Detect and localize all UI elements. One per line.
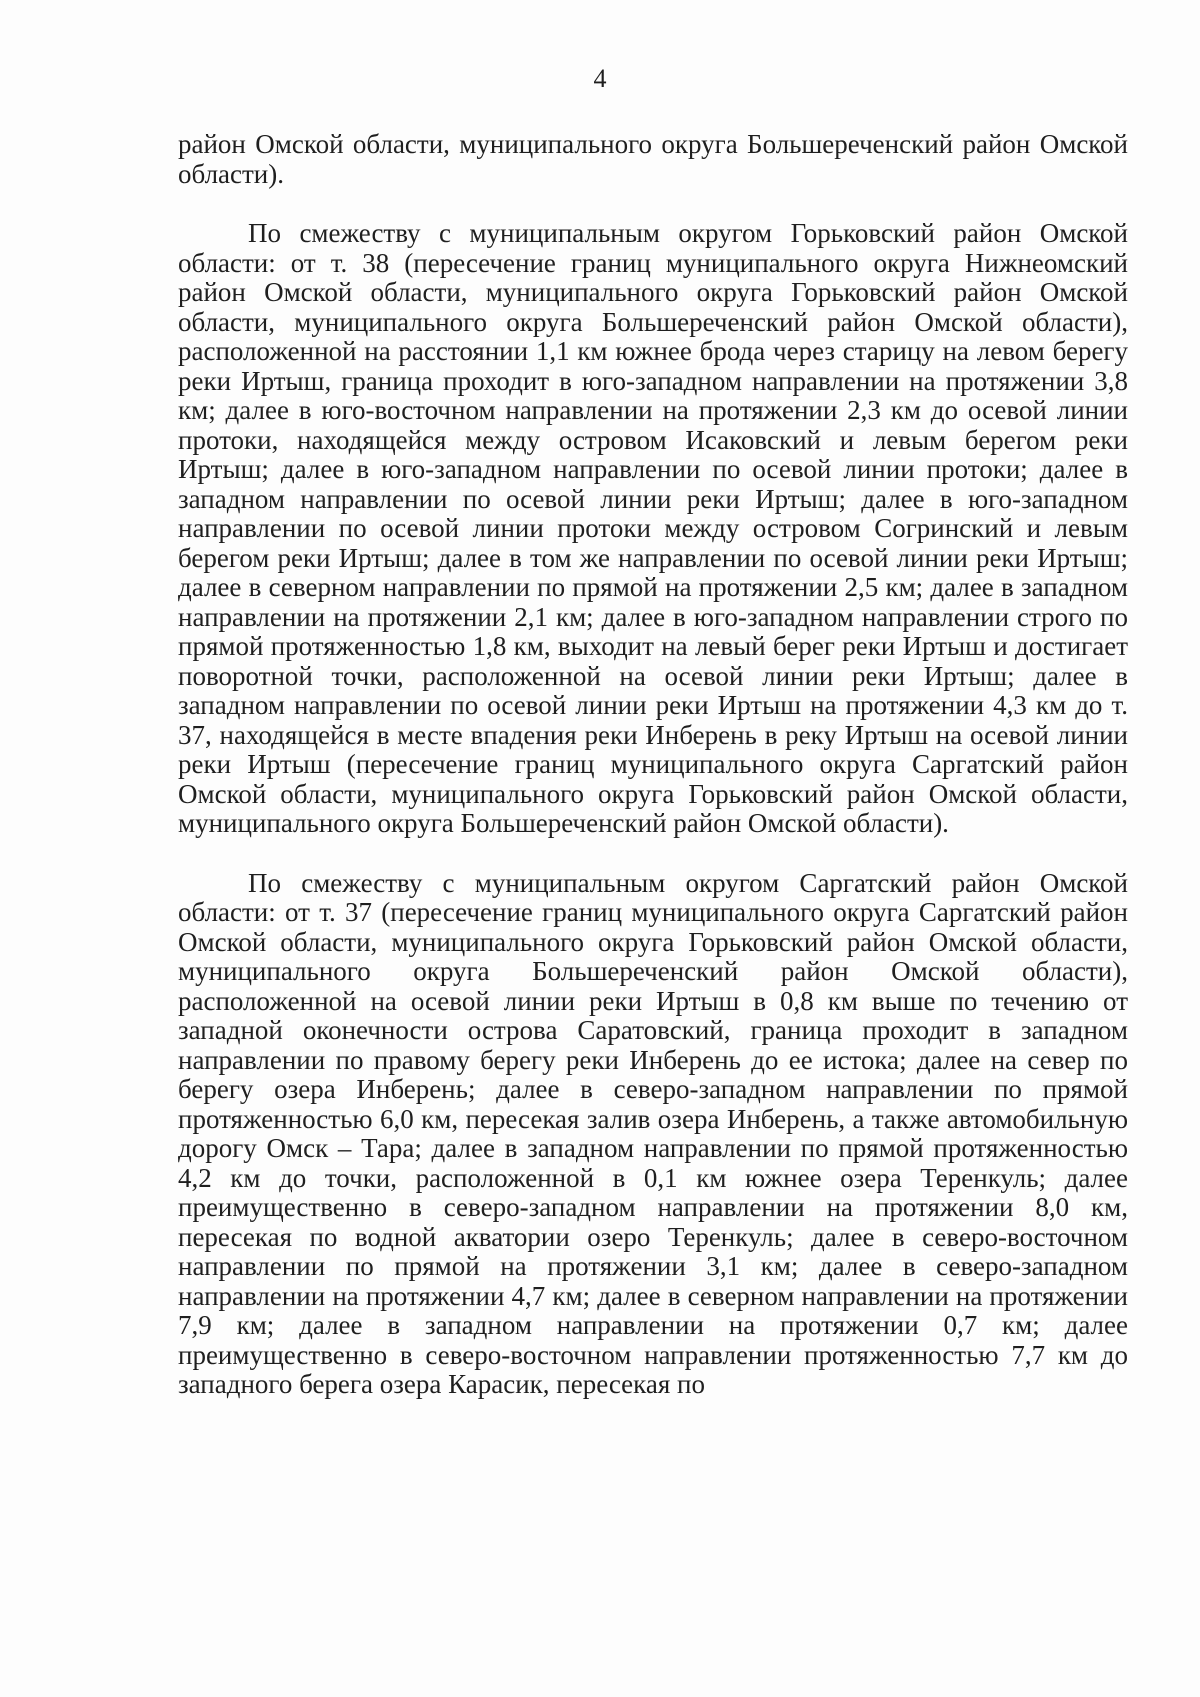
document-body	[178, 130, 1128, 1400]
paragraph-gorkovsky-boundary: По смежеству с муниципальным округом Горьковский район Омской области: от т. 38 (пересечение границ муниципального округа Нижнеомский район Омской области, муниципального округа Горьковский район Омской области, муниципального округа Большереченский район Омской области), расположенной на расстоянии 1,1 км южнее брода через старицу на левом берегу реки Иртыш, граница проходит в юго-западном направлении на протяжении 3,8 км; далее в юго-восточном направлении на протяжении 2,3 км до осевой линии протоки, находящейся между островом Исаковский и левым берегом реки Иртыш; далее в юго-западном направлении по осевой линии протоки; далее в западном направлении по осевой линии реки Иртыш; далее в юго-западном направлении по осевой линии протоки между островом Согринский и левым берегом реки Иртыш; далее в том же направлении по осевой линии реки Иртыш; далее в северном направлении по прямой на протяжении 2,5 км; далее в западном направлении на протяжении 2,1 км; далее в юго-западном направлении строго по прямой протяженностью 1,8 км, выходит на левый берег реки Иртыш и достигает поворотной точки, расположенной на осевой линии реки Иртыш; далее в западном направлении по осевой линии реки Иртыш на протяжении 4,3 км до т. 37, находящейся в месте впадения реки Инберень в реку Иртыш на осевой линии реки Иртыш (пересечение границ муниципального округа Саргатский район Омской области, муниципального округа Горьковский район Омской области, муниципального округа Большереченский район Омской области).	[178, 218, 1128, 838]
paragraph-continuation: район Омской области, муниципального округа Большереченский район Омской области).	[178, 129, 1128, 189]
paragraph-sargatsky-boundary: По смежеству с муниципальным округом Саргатский район Омской области: от т. 37 (пересечение границ муниципального округа Саргатский район Омской области, муниципального округа Горьковский район Омской области, муниципального округа Большереченский район Омской области), расположенной на осевой линии реки Иртыш в 0,8 км выше по течению от западной оконечности острова Саратовский, граница проходит в западном направлении по правому берегу реки Инберень до ее истока; далее на север по берегу озера Инберень; далее в северо-западном направлении по прямой протяженностью 6,0 км, пересекая залив озера Инберень, а также автомобильную дорогу Омск – Тара; далее в западном направлении по прямой протяженностью 4,2 км до точки, расположенной в 0,1 км южнее озера Теренкуль; далее преимущественно в северо-западном направлении на протяжении 8,0 км, пересекая по водной акватории озеро Теренкуль; далее в северо-восточном направлении по прямой на протяжении 3,1 км; далее в северо-западном направлении на протяжении 4,7 км; далее в северном направлении на протяжении 7,9 км; далее в западном направлении на протяжении 0,7 км; далее преимущественно в северо-восточном направлении протяженностью 7,7 км до западного берега озера Карасик, пересекая по	[178, 867, 1128, 1399]
page-number: 4	[593, 64, 607, 93]
